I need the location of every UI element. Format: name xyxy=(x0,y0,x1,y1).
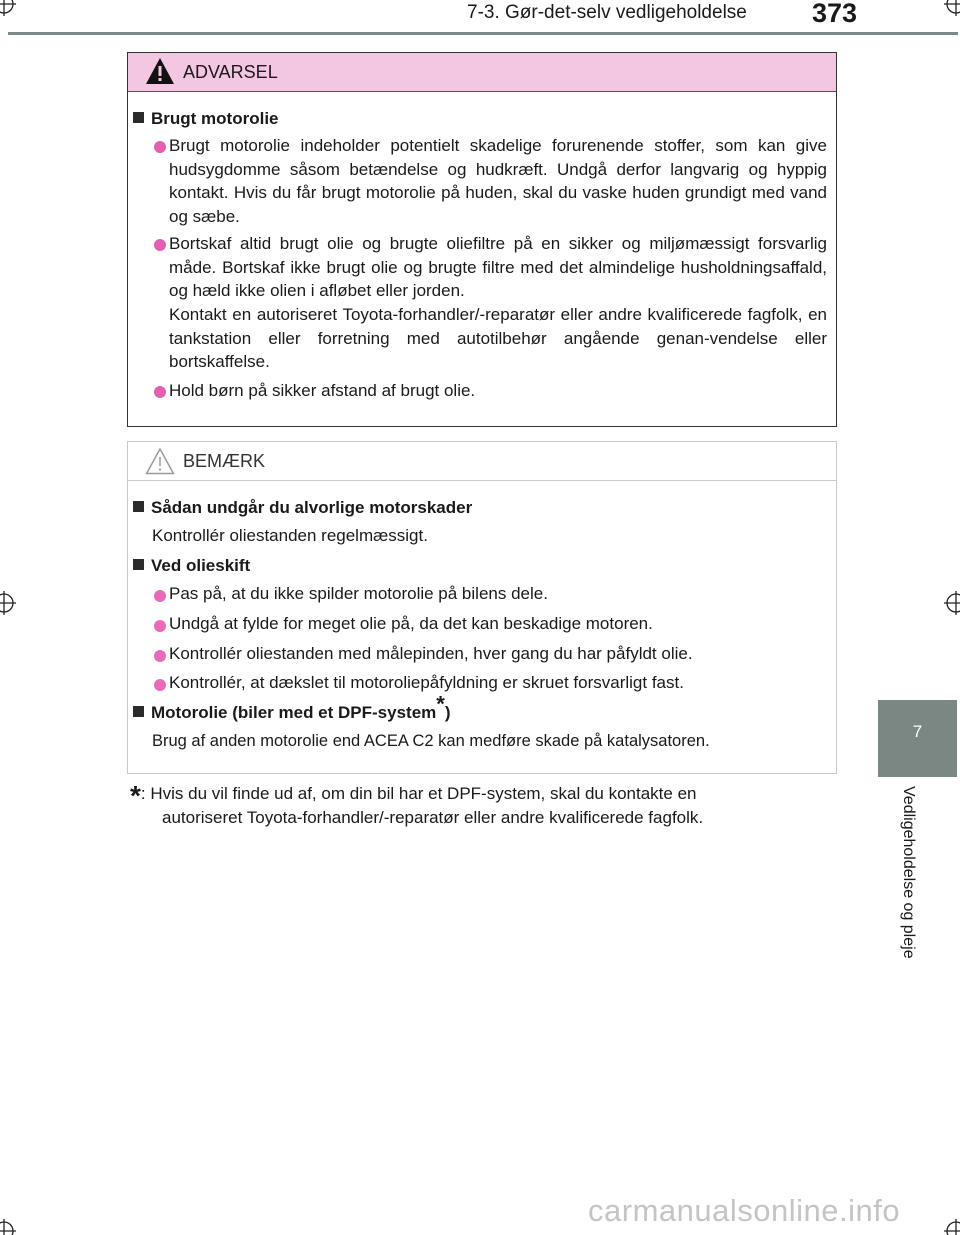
warning-triangle-icon xyxy=(145,57,175,85)
chapter-number: 7 xyxy=(912,722,923,741)
square-bullet-icon xyxy=(133,559,144,570)
crop-mark-bottom-left-icon xyxy=(0,1205,30,1235)
warning-box xyxy=(127,52,837,427)
bullet-dot-icon xyxy=(154,239,166,251)
note-section-title-3-text: Motorolie (biler med et DPF-system xyxy=(151,703,437,722)
note-section-title-2-text: Ved olieskift xyxy=(151,556,251,575)
note-section-title-3-end: ) xyxy=(444,703,451,722)
warning-bullet-2-continuation: Kontakt en autoriseret Toyota-forhandler/-reparatør eller andre kvalificerede fagfolk, en tankstation eller forretning med autotilbehør angående genan-vendelse eller bortskaffelse. xyxy=(169,305,827,371)
header-divider xyxy=(8,32,958,35)
square-bullet-icon xyxy=(133,501,144,512)
note-header xyxy=(128,442,836,481)
note-title: BEMÆRK xyxy=(183,451,266,471)
square-bullet-icon xyxy=(133,706,144,717)
crop-mark-bottom-right-icon xyxy=(930,1205,960,1235)
bullet-dot-icon xyxy=(154,650,166,662)
bullet-dot-icon xyxy=(154,620,166,632)
page-number: 373 xyxy=(812,0,858,28)
footnote-marker: * xyxy=(130,780,141,811)
square-bullet-icon xyxy=(133,112,144,123)
note-section-3-text: Brug af anden motorolie end ACEA C2 kan medføre skade på katalysatoren. xyxy=(152,732,710,750)
note-bullet-1: Pas på, at du ikke spilder motorolie på bilens dele. xyxy=(169,584,548,603)
caution-triangle-icon xyxy=(145,447,175,475)
crop-mark-top-right-icon xyxy=(930,0,960,30)
warning-bullet-1: Brugt motorolie indeholder potentielt skadelige forurenende stoffer, som kan give hudsygdomme såsom betændelse og hudkræft. Undgå derfor langvarig og hyppig kontakt. Hvis du får brugt motorolie på huden, skal du vaske huden grundigt med vand og sæbe. xyxy=(169,136,827,226)
note-section-title-1-text: Sådan undgår du alvorlige motorskader xyxy=(151,498,473,517)
bullet-dot-icon xyxy=(154,590,166,602)
note-section-title-2 xyxy=(133,556,250,576)
note-box xyxy=(127,441,837,774)
chapter-tab xyxy=(878,700,957,777)
warning-title: ADVARSEL xyxy=(183,62,278,82)
warning-header xyxy=(128,53,836,92)
warning-section-title xyxy=(133,109,279,129)
bullet-dot-icon xyxy=(154,141,166,153)
footnote-line-2: autoriseret Toyota-forhandler/-reparatør eller andre kvalificerede fagfolk. xyxy=(162,808,704,827)
warning-bullet-2: Bortskaf altid brugt olie og brugte oliefiltre på en sikker og miljømæssigt forsvarlig måde. Bortskaf ikke brugt olie og brugte filtre med det almindelige husholdningsaffald, og hæld ikke olien i afløbet eller jorden. xyxy=(169,234,827,300)
section-header-title: 7-3. Gør-det-selv vedligeholdelse xyxy=(467,2,747,23)
footnote-line-1: : Hvis du vil finde ud af, om din bil har et DPF-system, skal du kontakte en xyxy=(140,784,697,803)
note-bullet-2: Undgå at fylde for meget olie på, da det kan beskadige motoren. xyxy=(169,614,653,633)
note-bullet-3: Kontrollér oliestanden med målepinden, hver gang du har påfyldt olie. xyxy=(169,644,693,663)
note-section-title-1 xyxy=(133,498,472,518)
crop-mark-mid-right-icon xyxy=(930,588,960,618)
note-section-title-3 xyxy=(133,691,451,723)
warning-bullet-3: Hold børn på sikker afstand af brugt olie. xyxy=(169,381,476,400)
note-section-1-text: Kontrollér oliestanden regelmæssigt. xyxy=(152,526,428,545)
footnote xyxy=(130,782,830,830)
bullet-dot-icon xyxy=(154,386,166,398)
watermark: carmanualsonline.info xyxy=(588,1193,901,1228)
warning-section-title-text: Brugt motorolie xyxy=(151,109,279,128)
crop-mark-top-left-icon xyxy=(0,0,30,30)
note-section-title-3-star: * xyxy=(436,691,445,717)
crop-mark-mid-left-icon xyxy=(0,588,30,618)
bullet-dot-icon xyxy=(154,679,166,691)
note-bullet-4: Kontrollér, at dækslet til motoroliepåfyldning er skruet forsvarligt fast. xyxy=(169,673,684,692)
chapter-label: Vedligeholdelse og pleje xyxy=(900,786,917,959)
